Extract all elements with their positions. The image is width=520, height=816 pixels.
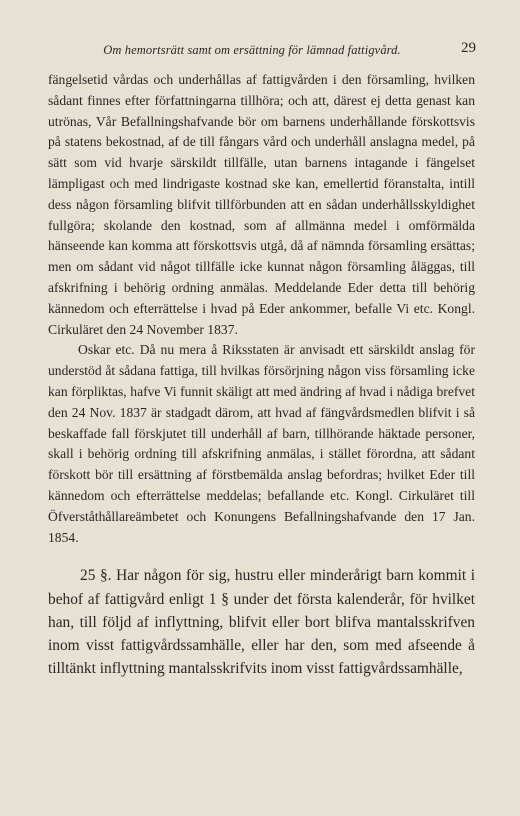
paragraph-royal-letter: Oskar etc. Då nu mera å Riksstaten är anvisadt ett särskildt anslag för understöd åt sådana fattiga, till hvilkas försörjning någon viss församling icke kan förpliktas, hafve Vi funnit skäligt att med ändring af hvad i nådiga brefvet den 24 Nov. 1837 är stadgadt därom, att hvad af fängvårdsmedlen blifvit i så beskaffade fall förskjutet till underhåll af barn, tillhörande häktade personer, skall i behörig ordning till afskrifning anmälas, i stället förordna, att sådant förskott bör till ersättning af förstbemälda anslag befordras; hvilket Eder till kännedom och efterrättelse meddelas; befallande etc. Kongl. Cirkuläret till Öfverståthållareämbetet och Konungens Befallningshafvande den 17 Jan. 1854. bbox=[48, 342, 475, 545]
body-text bbox=[48, 70, 475, 680]
page-number: 29 bbox=[461, 40, 476, 56]
running-title: Om hemortsrätt samt om ersättning för lämnad fattigvård. bbox=[103, 43, 401, 57]
paragraph-section-25: 25 §. Har någon för sig, hustru eller minderårigt barn kommit i behof af fattigvård enligt 1 § under det första kalenderår, för hvilket han, till följd af inflyttning, blifvit eller bort blifva mantalsskrifven inom visst fattigvårdssamhälle, eller har den, som med afseende å tilltänkt inflyttning mantalsskrifvits inom visst fattigvårdssamhälle, bbox=[48, 567, 475, 678]
running-head bbox=[48, 40, 476, 60]
paragraph-continuation: fängelsetid vårdas och underhållas af fattigvården i den församling, hvilken sådant finnes efter författningarna tillhöra; och att, därest ej detta genast kan utrönas, Vår Befallningshafvande bör om barnens underhållande förskottsvis på statens bekostnad, af de till fångars vård och underhåll anslagna medel, på sätt som vid hvarje särskildt tillfälle, utan barnens intagande i fängelset lämpligast och med lindrigaste kostnad ske kan, emellertid föranstalta, intill dess någon församling blifvit tillförbunden att en sådan underhållsskyldighet fullgöra; skolande den kostnad, som af allmänna medel i omförmälda hänseende kan komma att förskottsvis utgå, då af nämnda församling ersättas; men om sådant vid något tillfälle icke kunnat någon församling åläggas, till afskrifning i behörig ordning anmälas. Meddelande Eder detta till behörig kännedom och efterrättelse i hvad på Eder ankommer, befalle Vi etc. Kongl. Cirkuläret den 24 November 1837. bbox=[48, 72, 475, 337]
